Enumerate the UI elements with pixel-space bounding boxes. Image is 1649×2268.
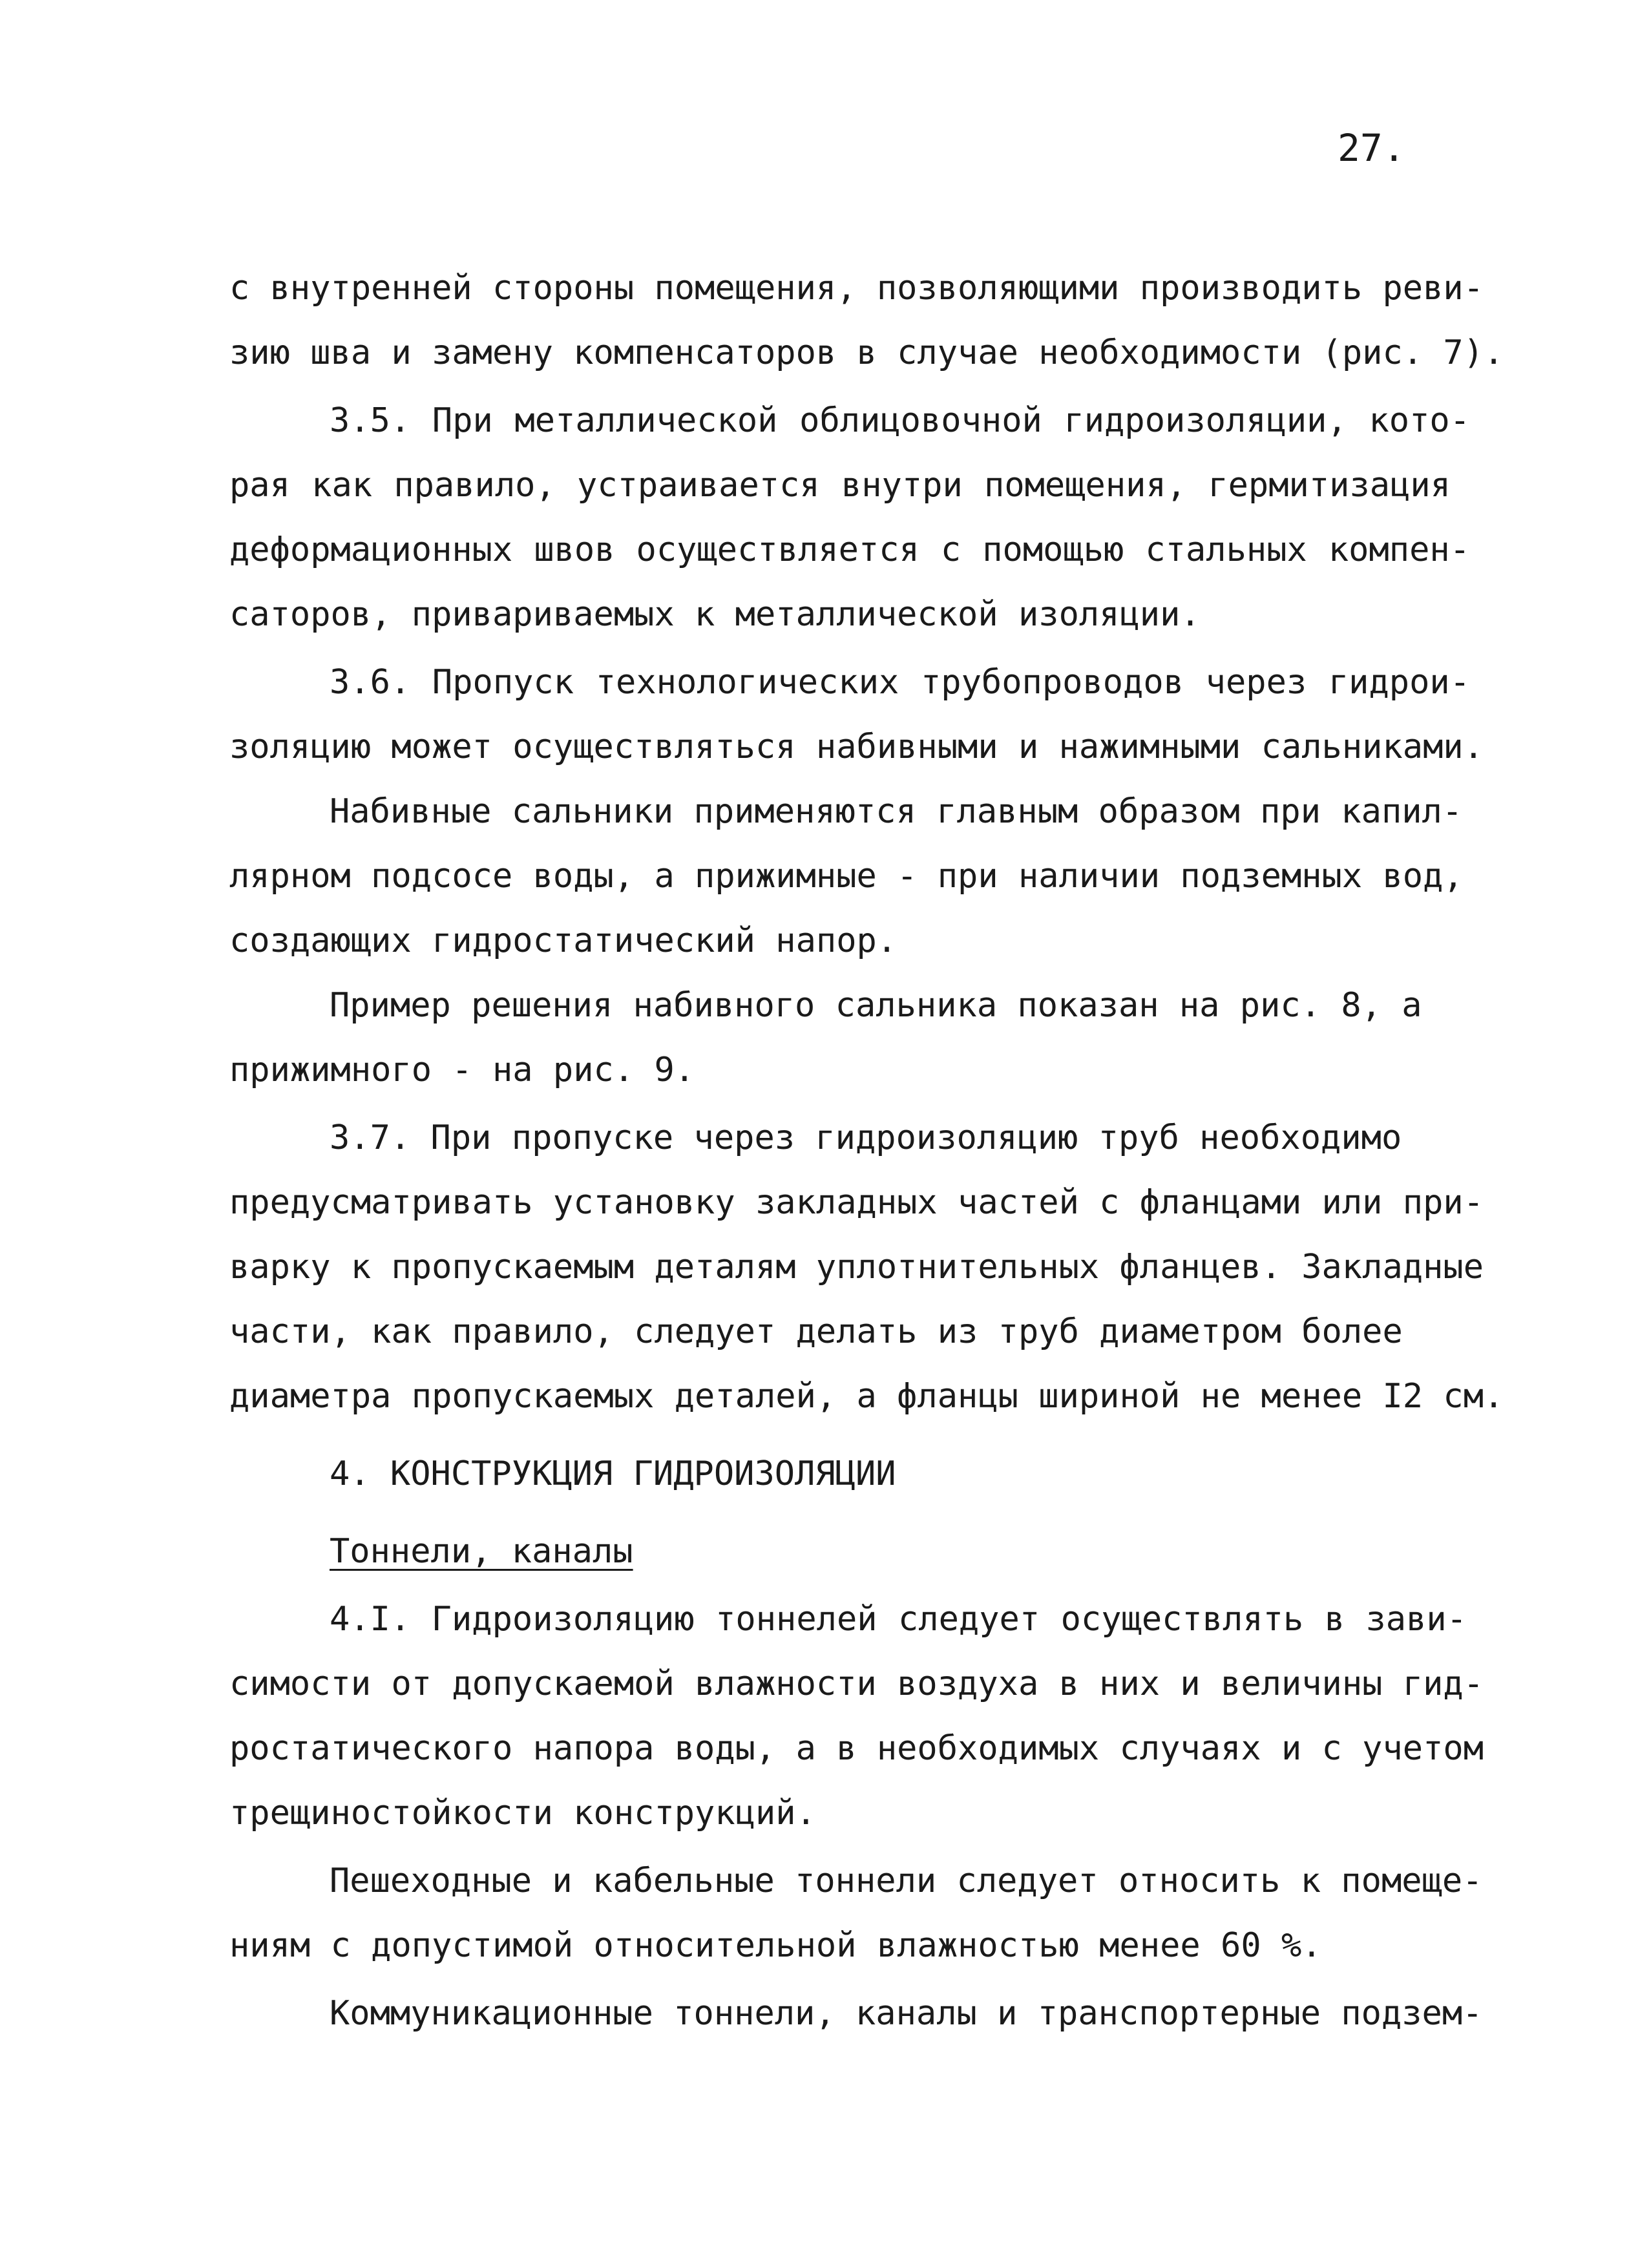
text-line: саторов, привариваемых к металлической изоляции.	[229, 595, 1201, 634]
text-line: деформационных швов осуществляется с помощью стальных компен-	[229, 530, 1470, 569]
text-line: Коммуникационные тоннели, каналы и транспортерные подзем-	[330, 1994, 1483, 2033]
text-line: золяцию может осуществляться набивными и нажимными сальниками.	[229, 728, 1484, 766]
text-line: зию шва и замену компенсаторов в случае необходимости (рис. 7).	[229, 333, 1504, 372]
text-line: трещиностойкости конструкций.	[229, 1794, 816, 1832]
text-line: ниям с допустимой относительной влажностью менее 60 %.	[229, 1926, 1322, 1965]
subsection-heading: Тоннели, каналы	[330, 1532, 633, 1571]
page-number: 27.	[1338, 126, 1405, 170]
text-line: 4.I. Гидроизоляцию тоннелей следует осуществлять в зави-	[330, 1600, 1467, 1639]
text-line: 3.5. При металлической облицовочной гидроизоляции, кото-	[330, 401, 1470, 440]
text-line: ростатического напора воды, а в необходимых случаях и с учетом	[229, 1729, 1484, 1768]
text-line: предусматривать установку закладных частей с фланцами или при-	[229, 1183, 1484, 1222]
text-line: с внутренней стороны помещения, позволяющими производить реви-	[229, 269, 1484, 308]
text-line: симости от допускаемой влажности воздуха в них и величины гид-	[229, 1664, 1484, 1703]
text-line: прижимного - на рис. 9.	[229, 1051, 695, 1089]
section-heading: 4. КОНСТРУКЦИЯ ГИДРОИЗОЛЯЦИИ	[330, 1454, 896, 1493]
text-line: части, как правило, следует делать из труб диаметром более	[229, 1312, 1403, 1351]
text-line: диаметра пропускаемых деталей, а фланцы шириной не менее I2 см.	[229, 1377, 1504, 1416]
text-line: 3.6. Пропуск технологических трубопроводов через гидрои-	[330, 663, 1470, 702]
text-line: лярном подсосе воды, а прижимные - при наличии подземных вод,	[229, 857, 1464, 896]
text-line: Пешеходные и кабельные тоннели следует относить к помеще-	[330, 1862, 1483, 1900]
text-line: Набивные сальники применяются главным образом при капил-	[330, 792, 1463, 831]
text-line: Пример решения набивного сальника показан на рис. 8, а	[330, 986, 1422, 1025]
text-line: создающих гидростатический напор.	[229, 921, 898, 960]
text-line: варку к пропускаемым деталям уплотнительных фланцев. Закладные	[229, 1248, 1484, 1286]
text-line: 3.7. При пропуске через гидроизоляцию труб необходимо	[330, 1118, 1402, 1157]
text-line: рая как правило, устраивается внутри помещения, гермитизация	[229, 466, 1451, 505]
